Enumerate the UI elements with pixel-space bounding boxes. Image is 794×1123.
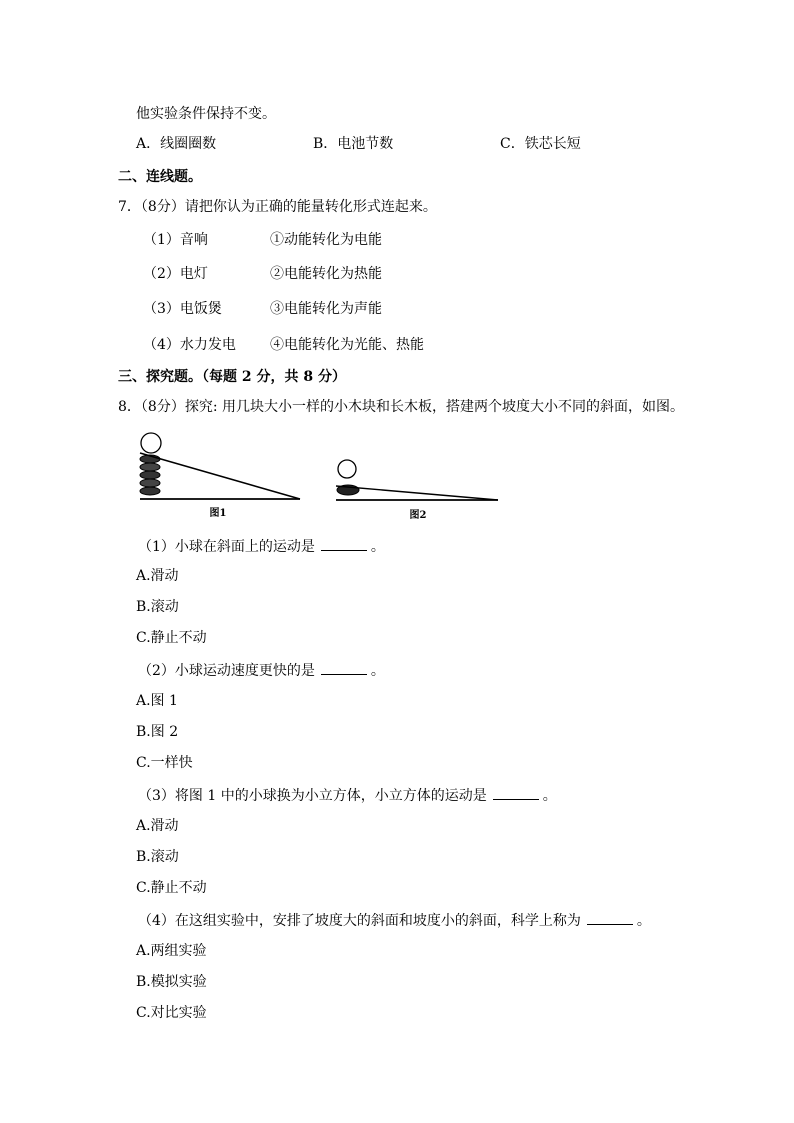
q6-option-a: A．线圈圈数 bbox=[136, 136, 217, 152]
section3-title: 三、探究题。（每题 2 分，共 8 分） bbox=[118, 369, 346, 385]
q7-left-item: （4）水力发电 bbox=[143, 337, 236, 353]
q7-left-item: （1）音响 bbox=[143, 232, 208, 248]
answer-blank[interactable] bbox=[587, 911, 633, 925]
q7-left-item: （2）电灯 bbox=[143, 266, 208, 282]
ball-icon bbox=[338, 460, 356, 478]
q7-stem: 7．（8分）请把你认为正确的能量转化形式连起来。 bbox=[118, 199, 437, 215]
q7-right-item: ③电能转化为声能 bbox=[270, 301, 382, 317]
q8-sub2-option-a: A.图 1 bbox=[136, 693, 178, 709]
q8-sub3-option-a: A.滑动 bbox=[136, 818, 179, 834]
q8-sub2-option-b: B.图 2 bbox=[136, 724, 179, 740]
intro-tail-text: 他实验条件保持不变。 bbox=[136, 106, 276, 122]
answer-blank[interactable] bbox=[321, 661, 367, 675]
q8-sub4-option-b: B.模拟实验 bbox=[136, 974, 207, 990]
q7-right-item: ④电能转化为光能、热能 bbox=[270, 337, 424, 353]
q8-sub4-option-a: A.两组实验 bbox=[136, 943, 207, 959]
figure1-label: 图1 bbox=[209, 508, 227, 519]
q8-sub1-option-c: C.静止不动 bbox=[136, 630, 207, 646]
q8-sub4-prompt: （4）在这组实验中，安排了坡度大的斜面和坡度小的斜面，科学上称为 。 bbox=[138, 913, 651, 929]
q7-right-item: ②电能转化为热能 bbox=[270, 266, 382, 282]
figure2-gentle-slope bbox=[336, 460, 498, 500]
figure1-steep-slope bbox=[140, 433, 300, 499]
answer-blank[interactable] bbox=[493, 786, 539, 800]
q8-sub1-option-b: B.滚动 bbox=[136, 599, 179, 615]
figure2-label: 图2 bbox=[409, 510, 427, 521]
q8-sub3-option-b: B.滚动 bbox=[136, 849, 179, 865]
q8-sub2-prompt: （2）小球运动速度更快的是 。 bbox=[138, 663, 385, 679]
q8-stem: 8．（8分）探究: 用几块大小一样的小木块和长木板，搭建两个坡度大小不同的斜面，如图。 bbox=[118, 399, 684, 415]
q8-sub3-prompt: （3）将图 1 中的小球换为小立方体，小立方体的运动是 。 bbox=[138, 788, 557, 804]
q6-option-c: C．铁芯长短 bbox=[500, 136, 581, 152]
section2-title: 二、连线题。 bbox=[118, 169, 202, 185]
q8-sub2-option-c: C.一样快 bbox=[136, 755, 193, 771]
q6-option-b: B．电池节数 bbox=[313, 136, 394, 152]
q8-sub3-option-c: C.静止不动 bbox=[136, 880, 207, 896]
slope-figure bbox=[136, 428, 506, 524]
q8-sub4-option-c: C.对比实验 bbox=[136, 1005, 207, 1021]
q7-left-item: （3）电饭煲 bbox=[143, 301, 222, 317]
q8-sub1-prompt: （1）小球在斜面上的运动是 。 bbox=[138, 539, 385, 555]
answer-blank[interactable] bbox=[321, 537, 367, 551]
q7-right-item: ①动能转化为电能 bbox=[270, 232, 382, 248]
q8-sub1-option-a: A.滑动 bbox=[136, 568, 179, 584]
ball-icon bbox=[141, 433, 161, 453]
